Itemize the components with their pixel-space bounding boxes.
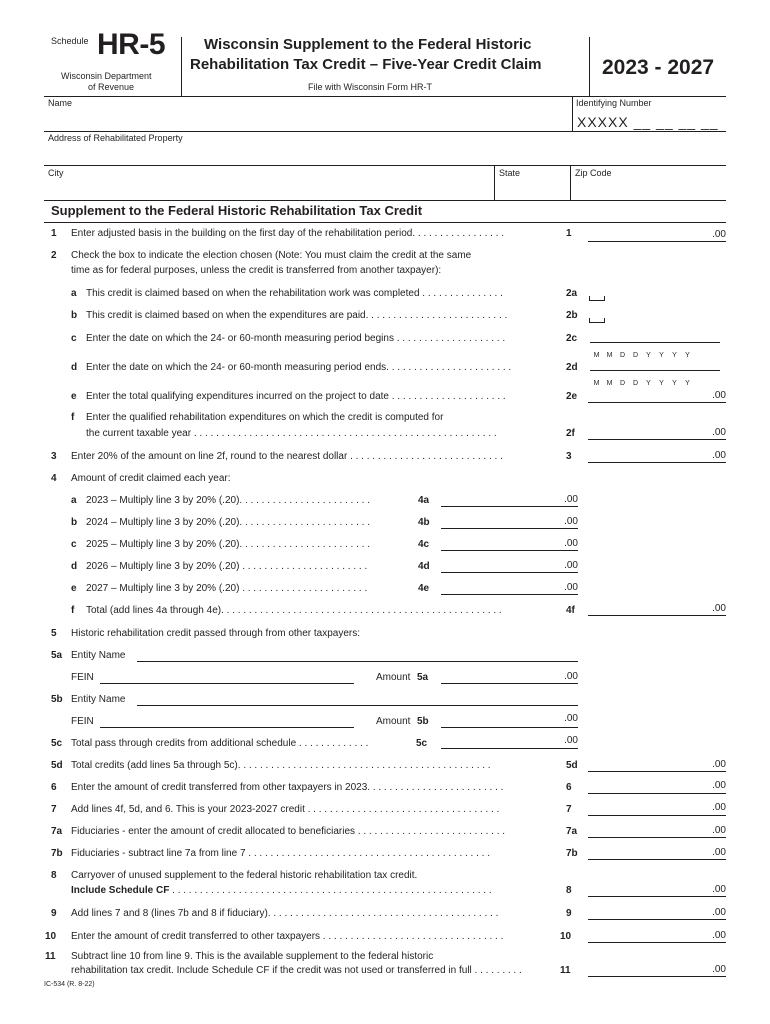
line-5b-amount: FEIN Amount 5b (71, 716, 429, 727)
line-10-cents: .00 (712, 930, 726, 941)
line-8: 8 Carryover of unused supplement to the federal historic rehabilitation tax credit. (51, 870, 418, 881)
line-4e-input[interactable] (441, 594, 578, 595)
line-5a-amount: FEIN Amount 5a (71, 672, 429, 683)
line-5c-input[interactable] (441, 748, 578, 749)
line-2f-input[interactable] (588, 439, 726, 440)
id-field[interactable]: XXXXX __ __ __ __ (577, 114, 719, 130)
line-4d: d 2026 – Multiply line 3 by 20% (.20) . . . . . . . . . . . . . . . . . . . . . . . 4d (71, 561, 430, 572)
state-label: State (499, 168, 521, 178)
line-4a-input[interactable] (441, 506, 578, 507)
line-4c-input[interactable] (441, 550, 578, 551)
name-field[interactable] (46, 108, 570, 130)
line-5a-entity: 5a Entity Name (51, 650, 126, 661)
line-5c: 5c Total pass through credits from additional schedule . . . . . . . . . . . . . 5c (51, 738, 428, 749)
state-field[interactable] (496, 178, 568, 198)
line-4: 4 Amount of credit claimed each year: (51, 473, 231, 484)
line-6: 6 Enter the amount of credit transferred from other taxpayers in 2023. . . . . . . . . . . . . . . . . . . . . . . . . 6 (51, 782, 572, 793)
line-7-cents: .00 (712, 802, 726, 813)
line-2c-date-format: M M D D Y Y Y Y (593, 352, 690, 359)
line-2f-cont: the current taxable year . . . . . . . . . . . . . . . . . . . . . . . . . . . . . . . . . . . . . . . . . . . . . . . . . . . . . . . 2f (86, 428, 575, 439)
line-4c-cents: .00 (564, 538, 578, 549)
line-2d: d Enter the date on which the 24- or 60-month measuring period ends. . . . . . . . . . . . . . . . . . . . . . . 2d (71, 362, 578, 373)
line-1: 1 Enter adjusted basis in the building on the first day of the rehabilitation period. . . . . . . . . . . . . . . . . 1 (51, 228, 572, 239)
line-2-cont: time as for federal purposes, unless the credit is transferred from another taxpayer): (71, 265, 442, 276)
line-6-cents: .00 (712, 780, 726, 791)
line-3-input[interactable] (588, 462, 726, 463)
line-6-input[interactable] (588, 793, 726, 794)
line-3: 3 Enter 20% of the amount on line 2f, round to the nearest dollar . . . . . . . . . . . . . . . . . . . . . . . . . . . . 3 (51, 451, 572, 462)
line-10-input[interactable] (588, 942, 726, 943)
line-5a-cents: .00 (564, 671, 578, 682)
line-7a-input[interactable] (588, 837, 726, 838)
line-8-input[interactable] (588, 896, 726, 897)
line-5a-fein-input[interactable] (100, 683, 354, 684)
line-11: 11 Subtract line 10 from line 9. This is the available supplement to the federal historic (45, 951, 434, 962)
line-4b-input[interactable] (441, 528, 578, 529)
title-line1: Wisconsin Supplement to the Federal Historic (204, 36, 532, 53)
agency-line1: Wisconsin Department (61, 71, 152, 81)
line-2a: a This credit is claimed based on when the rehabilitation work was completed . . . . . . . . . . . . . . . 2a (71, 288, 578, 299)
form-revision: IC-534 (R. 8-22) (44, 981, 95, 988)
line-5b-cents: .00 (564, 713, 578, 724)
line-1-cents: .00 (712, 229, 726, 240)
line-2e-cents: .00 (712, 390, 726, 401)
line-5d-input[interactable] (588, 771, 726, 772)
line-2e-input[interactable] (588, 402, 726, 403)
line-2: 2 Check the box to indicate the election chosen (Note: You must claim the credit at the same (51, 250, 472, 261)
line-2a-checkbox[interactable] (589, 296, 605, 301)
line-7b-cents: .00 (712, 847, 726, 858)
line-9-cents: .00 (712, 907, 726, 918)
line-7: 7 Add lines 4f, 5d, and 6. This is your 2023-2027 credit . . . . . . . . . . . . . . . . . . . . . . . . . . . . . . . . . . . 7 (51, 804, 572, 815)
line-9-input[interactable] (588, 919, 726, 920)
line-8-cont: Include Schedule CF . . . . . . . . . . . . . . . . . . . . . . . . . . . . . . . . . . . . . . . . . . . . . . . . . . . . . . . . . . 8 (71, 885, 572, 896)
file-with-note: File with Wisconsin Form HR-T (308, 82, 433, 92)
zip-label: Zip Code (575, 168, 612, 178)
line-4a-cents: .00 (564, 494, 578, 505)
line-5b-fein-input[interactable] (100, 727, 354, 728)
line-5d: 5d Total credits (add lines 5a through 5c). . . . . . . . . . . . . . . . . . . . . . . . . . . . . . . . . . . . . . . . . . . . . . 5d (51, 760, 578, 771)
line-7a: 7a Fiduciaries - enter the amount of credit allocated to beneficiaries . . . . . . . . . . . . . . . . . . . . . . . . . . . 7a (51, 826, 578, 837)
id-label: Identifying Number (576, 98, 652, 108)
line-5b-amount-input[interactable] (441, 727, 578, 728)
title-line2: Rehabilitation Tax Credit – Five-Year Credit Claim (190, 56, 542, 73)
zip-field[interactable] (572, 178, 724, 198)
line-11-cents: .00 (712, 964, 726, 975)
agency-line2: of Revenue (88, 82, 135, 92)
section-title: Supplement to the Federal Historic Rehabilitation Tax Credit (51, 203, 423, 218)
line-2f: f Enter the qualified rehabilitation expenditures on which the credit is computed for (71, 412, 444, 423)
line-5b-entity-input[interactable] (137, 705, 578, 706)
line-4d-cents: .00 (564, 560, 578, 571)
city-label: City (48, 168, 64, 178)
line-4f-input[interactable] (588, 615, 726, 616)
line-8-cents: .00 (712, 884, 726, 895)
form-code: HR-5 (97, 28, 166, 61)
line-4e: e 2027 – Multiply line 3 by 20% (.20) . . . . . . . . . . . . . . . . . . . . . . . 4e (71, 583, 430, 594)
line-7-input[interactable] (588, 815, 726, 816)
line-4a: a 2023 – Multiply line 3 by 20% (.20). . . . . . . . . . . . . . . . . . . . . . . . 4a (71, 495, 430, 506)
line-5c-cents: .00 (564, 735, 578, 746)
line-2b: b This credit is claimed based on when the expenditures are paid. . . . . . . . . . . . . . . . . . . . . . . . . . 2b (71, 310, 578, 321)
line-2d-date-format: M M D D Y Y Y Y (593, 380, 690, 387)
line-10: 10 Enter the amount of credit transferred to other taxpayers . . . . . . . . . . . . . . . . . . . . . . . . . . . . . . . . . 10 (45, 931, 572, 942)
address-field[interactable] (46, 144, 724, 164)
address-label: Address of Rehabilitated Property (48, 133, 183, 143)
line-2b-checkbox[interactable] (589, 318, 605, 323)
line-2e: e Enter the total qualifying expenditures incurred on the project to date . . . . . . . . . . . . . . . . . . . . . 2e (71, 391, 578, 402)
line-4b: b 2024 – Multiply line 3 by 20% (.20). . . . . . . . . . . . . . . . . . . . . . . . 4b (71, 517, 430, 528)
line-5d-cents: .00 (712, 759, 726, 770)
line-11-input[interactable] (588, 976, 726, 977)
line-4b-cents: .00 (564, 516, 578, 527)
line-4f-cents: .00 (712, 603, 726, 614)
line-7a-cents: .00 (712, 825, 726, 836)
tax-years: 2023 - 2027 (602, 56, 715, 79)
line-5a-amount-input[interactable] (441, 683, 578, 684)
line-5a-entity-input[interactable] (137, 661, 578, 662)
city-field[interactable] (46, 178, 492, 198)
line-7b: 7b Fiduciaries - subtract line 7a from line 7 . . . . . . . . . . . . . . . . . . . . . . . . . . . . . . . . . . . . . . . . . . . . 7b (51, 848, 578, 859)
line-4d-input[interactable] (441, 572, 578, 573)
line-2c-date[interactable] (588, 334, 726, 359)
line-4c: c 2025 – Multiply line 3 by 20% (.20). . . . . . . . . . . . . . . . . . . . . . . . 4c (71, 539, 430, 550)
line-9: 9 Add lines 7 and 8 (lines 7b and 8 if fiduciary). . . . . . . . . . . . . . . . . . . . . . . . . . . . . . . . . . . . . . . . . . 9 (51, 908, 572, 919)
line-2d-date[interactable] (588, 362, 726, 387)
line-5b-entity: 5b Entity Name (51, 694, 126, 705)
name-label: Name (48, 98, 73, 108)
line-7b-input[interactable] (588, 859, 726, 860)
line-4f: f Total (add lines 4a through 4e). . . . . . . . . . . . . . . . . . . . . . . . . . . . . . . . . . . . . . . . . . . . . . . . . . . 4f (71, 605, 575, 616)
line-2c: c Enter the date on which the 24- or 60-month measuring period begins . . . . . . . . . . . . . . . . . . . . 2c (71, 333, 578, 344)
line-2f-cents: .00 (712, 427, 726, 438)
line-1-input[interactable] (588, 241, 726, 242)
line-5: 5 Historic rehabilitation credit passed through from other taxpayers: (51, 628, 361, 639)
schedule-label: Schedule (51, 36, 89, 46)
line-4e-cents: .00 (564, 582, 578, 593)
line-3-cents: .00 (712, 450, 726, 461)
line-11-cont: rehabilitation tax credit. Include Schedule CF if the credit was not used or transferred in full . . . . . . . . . 11 (71, 965, 571, 976)
